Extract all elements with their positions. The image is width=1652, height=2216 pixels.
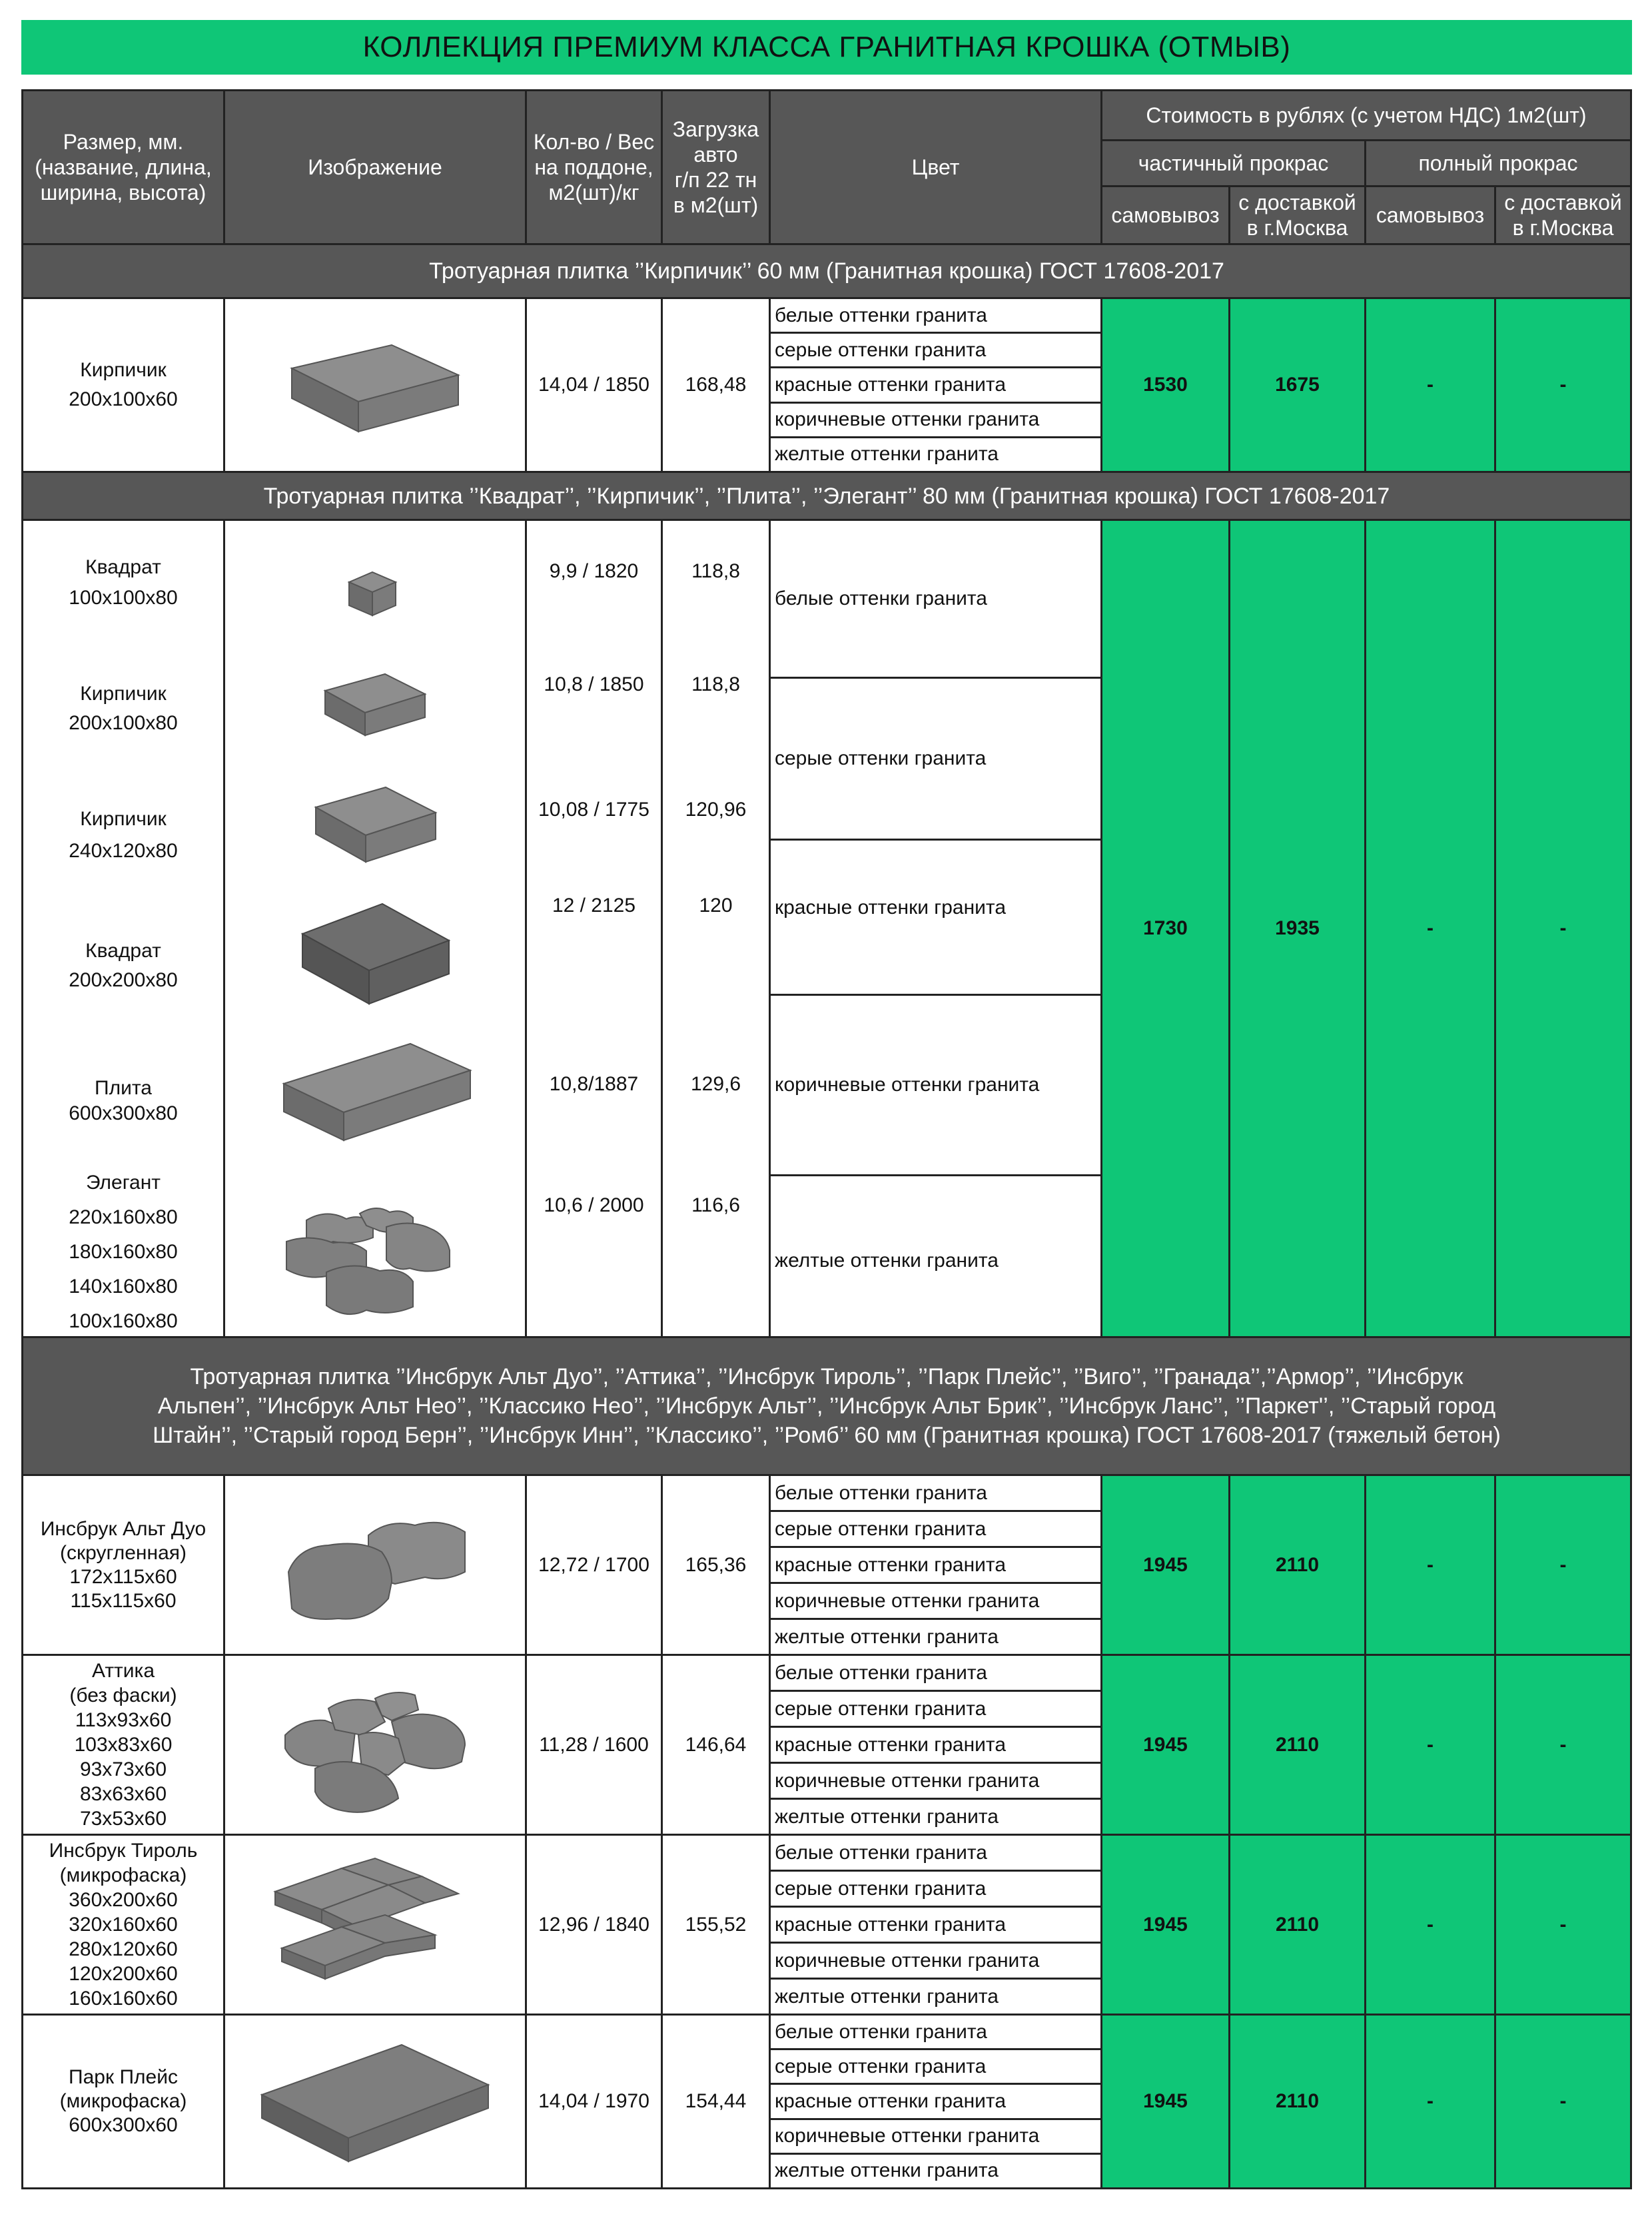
qty-value: 10,8/1887	[549, 1073, 639, 1095]
price-full-delivery	[1494, 1474, 1632, 1656]
product-size: 83х63х60	[79, 1783, 167, 1805]
product-size: 320х160х60	[69, 1914, 178, 1936]
product-size: 93х73х60	[79, 1758, 167, 1780]
product-size: 73х53х60	[79, 1808, 167, 1830]
product-size: 172х115х60	[69, 1565, 177, 1588]
price-full-delivery	[1494, 2014, 1632, 2189]
color-red: красные оттенки гранита	[771, 1728, 1100, 1764]
price-value: 1945	[1143, 1733, 1188, 1756]
price-full-pickup	[1364, 297, 1496, 473]
product-size: 240х120х80	[69, 840, 178, 862]
color-list	[769, 1834, 1102, 2016]
header-load-text: Загрузка авто г/п 22 тн в м2(шт)	[672, 117, 759, 217]
qty-cell	[525, 1834, 663, 2016]
color-list	[769, 297, 1102, 473]
header-delivery-text: с доставкой в г.Москва	[1238, 190, 1356, 240]
color-brown: коричневые оттенки гранита	[771, 404, 1100, 438]
load-cell	[661, 297, 771, 473]
price-value: -	[1427, 1553, 1434, 1576]
product-size: 200х200х80	[69, 969, 178, 991]
product-note: (без фаски)	[69, 1684, 177, 1706]
color-list	[769, 1654, 1102, 1836]
header-color-text: Цвет	[911, 155, 960, 179]
color-white: белые оттенки гранита	[771, 1476, 1100, 1512]
price-full-delivery	[1494, 1834, 1632, 2016]
header-image-text: Изображение	[308, 155, 442, 179]
section-header-3	[21, 1336, 1632, 1476]
color-white: белые оттенки гранита	[771, 299, 1100, 334]
product-name: Кирпичик	[80, 808, 167, 830]
price-value: 1530	[1143, 374, 1188, 396]
product-size: 200х100х60	[69, 388, 178, 410]
qty-value: 11,28 / 1600	[539, 1733, 649, 1756]
product-size: 200х100х80	[69, 712, 178, 734]
load-cell	[661, 1474, 771, 1656]
header-load	[661, 89, 771, 245]
size-cell	[21, 1834, 225, 2016]
size-cell	[21, 1474, 225, 1656]
qty-cell	[525, 297, 663, 473]
color-yellow: желтые оттенки гранита	[775, 1625, 999, 1648]
color-grey: серые оттенки гранита	[771, 1872, 1100, 1908]
load-value: 118,8	[691, 560, 740, 582]
price-partial-pickup	[1100, 1834, 1230, 2016]
paver-brick-image	[275, 318, 475, 452]
product-name: Квадрат	[85, 556, 161, 578]
price-full-pickup	[1364, 1474, 1496, 1656]
product-size: 100х160х80	[69, 1310, 178, 1332]
load-value: 118,8	[691, 673, 740, 695]
header-pickup-partial	[1100, 185, 1230, 245]
price-full-pickup	[1364, 519, 1496, 1338]
header-image	[223, 89, 527, 245]
product-name: Квадрат	[85, 940, 161, 962]
header-pickup-text: самовывоз	[1376, 203, 1485, 227]
price-partial-delivery	[1228, 2014, 1366, 2189]
color-red: красные оттенки гранита	[771, 841, 1100, 996]
section-title: Тротуарная плитка ’’Квадрат’’, ’’Кирпичик’’, ’’Плита’’, ’’Элегант’’ 80 мм (Гранитная крошка) ГОСТ 17608-2017	[263, 483, 1390, 509]
color-red: красные оттенки гранита	[771, 1548, 1100, 1584]
qty-value: 10,08 / 1775	[538, 799, 649, 821]
product-size: 280х120х60	[69, 1938, 178, 1960]
product-size: 600х300х60	[69, 2114, 178, 2136]
color-red: красные оттенки гранита	[771, 1908, 1100, 1944]
header-qty	[525, 89, 663, 245]
image-cell	[223, 519, 527, 1338]
color-white: белые оттенки гранита	[771, 1836, 1100, 1872]
color-brown: коричневые оттенки гранита	[771, 1944, 1100, 1980]
price-value: 1945	[1143, 1553, 1188, 1576]
color-list	[769, 1474, 1102, 1656]
product-size: 360х200х60	[69, 1889, 178, 1911]
qty-value: 14,04 / 1850	[538, 374, 649, 396]
qty-cell	[525, 519, 663, 1338]
price-partial-delivery	[1228, 1834, 1366, 2016]
image-cell	[223, 297, 527, 473]
color-yellow: желтые оттенки гранита	[775, 1250, 999, 1272]
qty-value: 12,96 / 1840	[538, 1913, 649, 1936]
load-cell	[661, 2014, 771, 2189]
price-partial-delivery	[1228, 1474, 1366, 1656]
header-pickup-full	[1364, 185, 1496, 245]
product-size: 113х93х60	[75, 1709, 172, 1731]
product-name: Парк Плейс	[69, 2066, 178, 2088]
price-value: -	[1559, 917, 1567, 939]
color-list	[769, 519, 1102, 1338]
product-name: Кирпичик	[80, 359, 167, 381]
section-header-2	[21, 471, 1632, 521]
header-price-text: Стоимость в рублях (с учетом НДС) 1м2(шт)	[1146, 103, 1587, 127]
paver-elegant-image	[280, 1194, 473, 1333]
load-value: 120	[699, 895, 733, 917]
product-note: (скругленная)	[60, 1541, 187, 1564]
color-white: белые оттенки гранита	[771, 1656, 1100, 1692]
color-yellow: желтые оттенки гранита	[775, 2159, 999, 2182]
header-size-text: Размер, мм. (название, длина, ширина, высота)	[35, 130, 212, 204]
price-value: 1935	[1275, 917, 1320, 939]
load-cell	[661, 1834, 771, 2016]
section-title: Штайн’’, ’’Старый город Берн’’, ’’Инсбрук Инн’’, ’’Классико’’, ’’Ромб’’ 60 мм (Гранитная крошка) ГОСТ 17608-2017 (тяжелый бетон)	[153, 1423, 1501, 1448]
header-size	[21, 89, 225, 245]
price-value: -	[1559, 1733, 1567, 1756]
section-title: Тротуарная плитка ’’Инсбрук Альт Дуо’’, ’’Аттика’’, ’’Инсбрук Тироль’’, ’’Парк Плейс’’, ’’Виго’’, ’’Гранада’’,’’Армор’’, ’’Инсбрук	[190, 1364, 1463, 1389]
color-grey: серые оттенки гранита	[771, 334, 1100, 368]
header-delivery-full	[1494, 185, 1632, 245]
color-red: красные оттенки гранита	[771, 368, 1100, 403]
price-value: 2110	[1275, 1913, 1320, 1936]
qty-value: 12,72 / 1700	[538, 1553, 649, 1576]
section-header-1	[21, 243, 1632, 299]
product-size: 160х160х60	[69, 1988, 178, 2010]
paver-slab-image	[277, 1034, 477, 1154]
product-name: Элегант	[85, 1172, 161, 1194]
size-cell	[21, 297, 225, 473]
price-partial-pickup	[1100, 1474, 1230, 1656]
size-cell	[21, 1654, 225, 1836]
price-value: -	[1427, 917, 1434, 939]
color-brown: коричневые оттенки гранита	[771, 2120, 1100, 2155]
price-partial-delivery	[1228, 1654, 1366, 1836]
price-full-delivery	[1494, 297, 1632, 473]
load-cell	[661, 519, 771, 1338]
header-full-text: полный прокрас	[1418, 151, 1578, 175]
product-name: Кирпичик	[80, 683, 167, 705]
paver-attika-image	[275, 1668, 475, 1822]
price-full-pickup	[1364, 2014, 1496, 2189]
product-size: 115х115х60	[70, 1589, 177, 1612]
header-color	[769, 89, 1102, 245]
product-name: Аттика	[91, 1660, 155, 1682]
section-title: Альпен’’, ’’Инсбрук Альт Нео’’, ’’Классико Нео’’, ’’Инсбрук Альт’’, ’’Инсбрук Альт Брик’’, ’’Инсбрук Ланс’’, ’’Паркет'’, ’’Старый город	[157, 1393, 1496, 1419]
price-value: 2110	[1275, 1733, 1320, 1756]
size-cell	[21, 519, 225, 1338]
price-partial-pickup	[1100, 1654, 1230, 1836]
product-size: 180х160х80	[69, 1241, 178, 1263]
color-grey: серые оттенки гранита	[771, 1512, 1100, 1548]
image-cell	[223, 1834, 527, 2016]
qty-value: 9,9 / 1820	[549, 560, 639, 582]
image-cell	[223, 1474, 527, 1656]
color-yellow: желтые оттенки гранита	[775, 443, 999, 466]
product-name: Инсбрук Альт Дуо	[40, 1517, 206, 1540]
color-red: красные оттенки гранита	[771, 2085, 1100, 2119]
image-cell	[223, 2014, 527, 2189]
qty-value: 12 / 2125	[552, 895, 636, 917]
price-value: -	[1427, 1913, 1434, 1936]
color-white: белые оттенки гранита	[771, 521, 1100, 679]
load-value: 155,52	[685, 1913, 747, 1936]
load-value: 168,48	[685, 374, 747, 396]
price-value: -	[1559, 1913, 1567, 1936]
paver-square-large-image	[296, 894, 456, 1014]
color-brown: коричневые оттенки гранита	[771, 1584, 1100, 1620]
color-yellow: желтые оттенки гранита	[775, 1805, 999, 1828]
qty-cell	[525, 2014, 663, 2189]
price-partial-delivery	[1228, 519, 1366, 1338]
price-value: 1945	[1143, 2090, 1188, 2112]
qty-cell	[525, 1474, 663, 1656]
section-title: Тротуарная плитка ’’Кирпичик’’ 60 мм (Гранитная крошка) ГОСТ 17608-2017	[429, 258, 1224, 284]
price-value: 2110	[1275, 1553, 1320, 1576]
color-brown: коричневые оттенки гранита	[771, 1764, 1100, 1800]
qty-cell	[525, 1654, 663, 1836]
color-list	[769, 2014, 1102, 2189]
header-partial-text: частичный прокрас	[1138, 151, 1329, 175]
color-grey: серые оттенки гранита	[771, 1692, 1100, 1728]
product-note: (микрофаска)	[59, 2090, 187, 2112]
price-value: 1675	[1275, 374, 1320, 396]
color-grey: серые оттенки гранита	[771, 2050, 1100, 2085]
color-yellow: желтые оттенки гранита	[775, 1985, 999, 2008]
load-value: 165,36	[685, 1553, 747, 1576]
price-full-delivery	[1494, 1654, 1632, 1836]
paver-brick-small-image	[318, 661, 432, 747]
header-delivery-partial	[1228, 185, 1366, 245]
product-name: Инсбрук Тироль	[49, 1840, 198, 1862]
product-size: 220х160х80	[69, 1206, 178, 1228]
price-value: 1730	[1143, 917, 1188, 939]
price-value: -	[1427, 1733, 1434, 1756]
price-partial-pickup	[1100, 2014, 1230, 2189]
product-size: 103х83х60	[74, 1734, 173, 1756]
load-value: 154,44	[685, 2090, 747, 2112]
price-value: 2110	[1275, 2090, 1320, 2112]
header-price	[1100, 89, 1632, 141]
load-cell	[661, 1654, 771, 1836]
header-full	[1364, 139, 1632, 187]
price-value: -	[1427, 374, 1434, 396]
price-table	[21, 89, 1632, 2187]
paver-park-place-image	[255, 2028, 495, 2175]
price-full-pickup	[1364, 1834, 1496, 2016]
price-full-pickup	[1364, 1654, 1496, 1836]
product-size: 140х160х80	[69, 1276, 178, 1297]
price-partial-pickup	[1100, 297, 1230, 473]
paver-square-small-image	[342, 562, 402, 622]
price-value: 1945	[1143, 1913, 1188, 1936]
price-full-delivery	[1494, 519, 1632, 1338]
header-delivery-text: с доставкой в г.Москва	[1504, 190, 1622, 240]
qty-value: 10,8 / 1850	[544, 673, 644, 695]
load-value: 120,96	[685, 799, 747, 821]
price-partial-delivery	[1228, 297, 1366, 473]
price-value: -	[1559, 2090, 1567, 2112]
page-title: КОЛЛЕКЦИЯ ПРЕМИУМ КЛАССА ГРАНИТНАЯ КРОШКА (ОТМЫВ)	[21, 20, 1632, 75]
price-value: -	[1559, 374, 1567, 396]
header-pickup-text: самовывоз	[1111, 203, 1220, 227]
header-qty-text: Кол-во / Вес на поддоне, м2(шт)/кг	[533, 130, 655, 204]
paver-tirol-image	[268, 1848, 482, 2002]
load-value: 146,64	[685, 1733, 747, 1756]
load-value: 129,6	[690, 1073, 741, 1095]
price-value: -	[1427, 2090, 1434, 2112]
qty-value: 14,04 / 1970	[538, 2090, 649, 2112]
price-value: -	[1559, 1553, 1567, 1576]
size-cell	[21, 2014, 225, 2189]
product-note: (микрофаска)	[59, 1864, 187, 1886]
price-partial-pickup	[1100, 519, 1230, 1338]
paver-alt-duo-image	[275, 1499, 475, 1632]
product-size: 600х300х80	[69, 1102, 178, 1124]
qty-value: 10,6 / 2000	[544, 1194, 644, 1216]
product-size: 120х200х60	[69, 1963, 178, 1985]
load-value: 116,6	[691, 1194, 740, 1216]
color-white: белые оттенки гранита	[771, 2016, 1100, 2050]
paver-brick-medium-image	[309, 774, 442, 874]
product-name: Плита	[95, 1077, 152, 1099]
color-grey: серые оттенки гранита	[771, 679, 1100, 841]
product-size: 100х100х80	[69, 587, 178, 609]
header-partial	[1100, 139, 1366, 187]
image-cell	[223, 1654, 527, 1836]
color-brown: коричневые оттенки гранита	[771, 996, 1100, 1176]
